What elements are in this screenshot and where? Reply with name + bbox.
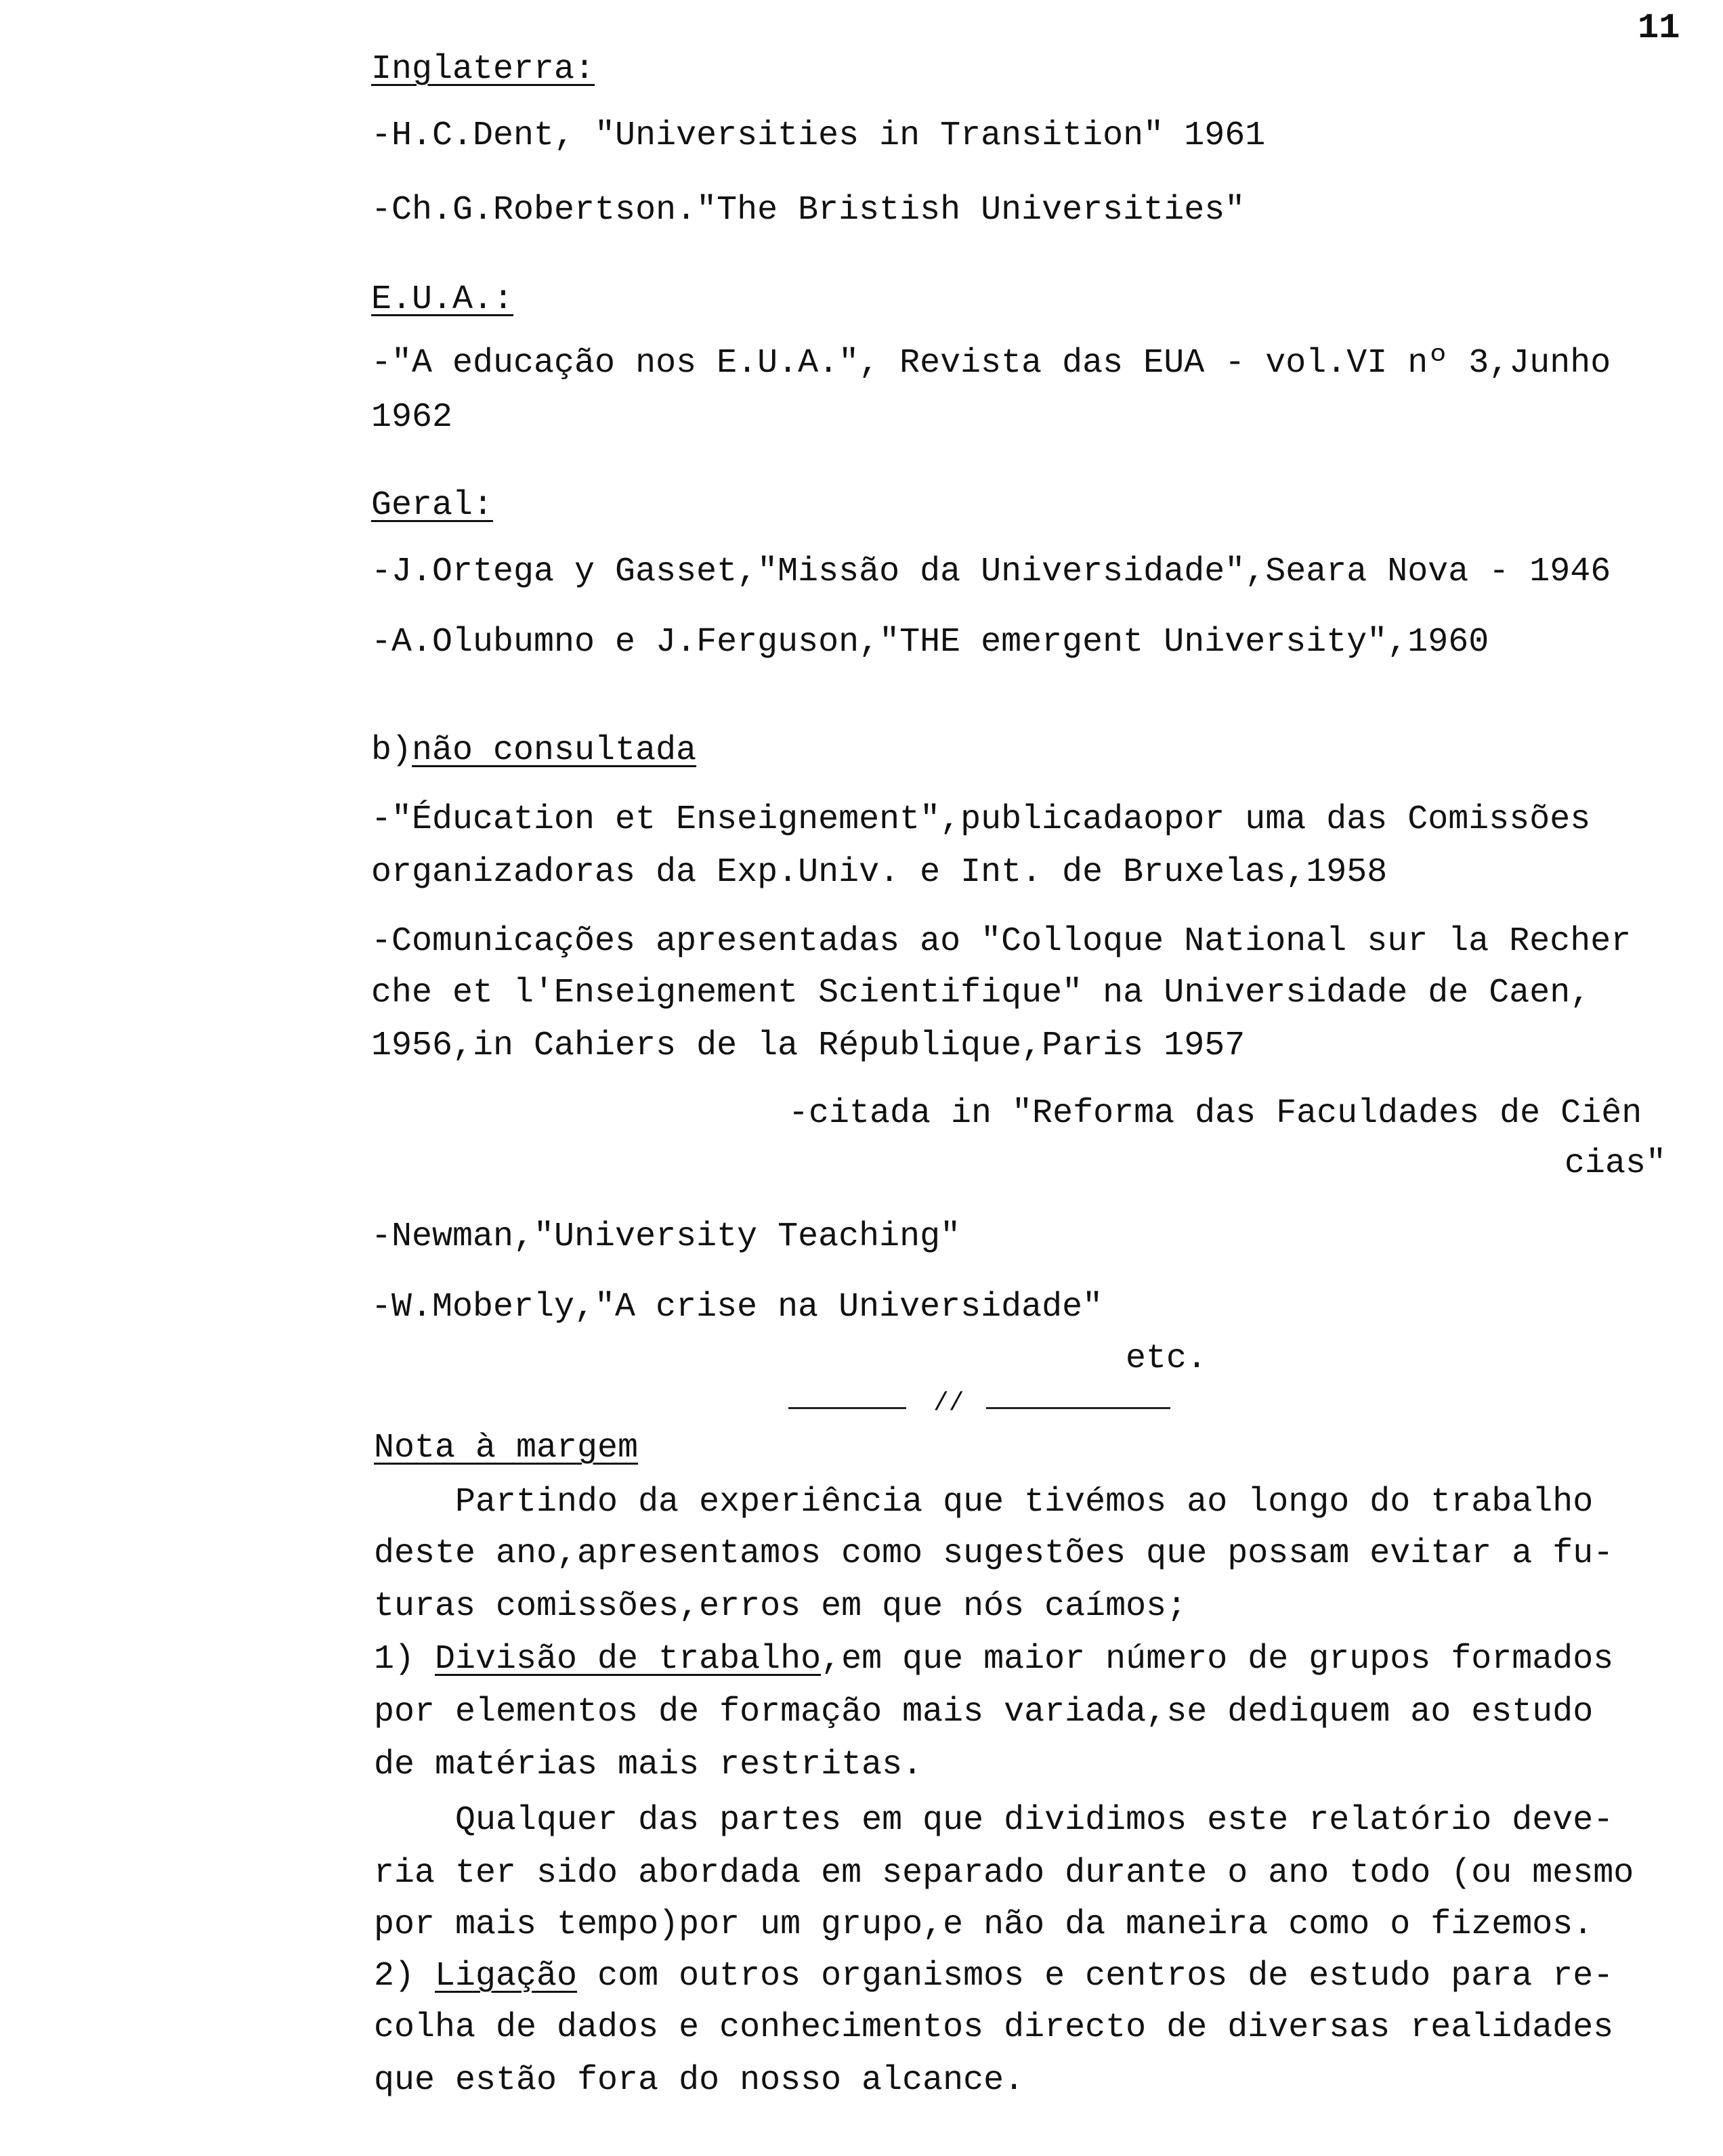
heading-nao-consultada bbox=[371, 731, 697, 770]
separator-mark: // bbox=[933, 1389, 964, 1418]
reference-newman: -Newman,"University Teaching" bbox=[371, 1217, 961, 1256]
point2-text: com outros organismos e centros de estudo para re- bbox=[577, 1957, 1614, 1996]
reference-olubumno: -A.Olubumno e J.Ferguson,"THE emergent University",1960 bbox=[371, 623, 1489, 662]
reference-colloque-line-1: -Comunicações apresentadas ao "Colloque National sur la Recher bbox=[371, 922, 1632, 961]
reference-robertson: -Ch.G.Robertson."The Bristish Universities" bbox=[371, 191, 1246, 230]
separator-right-rule bbox=[986, 1407, 1170, 1409]
nota-para2-line-3: por mais tempo)por um grupo,e não da maneira como o fizemos. bbox=[374, 1905, 1594, 1944]
nota-para1-line-3: turas comissões,erros em que nós caímos; bbox=[374, 1587, 1187, 1626]
reference-moberly: -W.Moberly,"A crise na Universidade" bbox=[371, 1288, 1103, 1327]
point2-label: Ligação bbox=[435, 1957, 578, 1996]
nota-para1-line-2: deste ano,apresentamos como sugestões que possam evitar a fu- bbox=[374, 1534, 1614, 1573]
reference-ortega: -J.Ortega y Gasset,"Missão da Universidade",Seara Nova - 1946 bbox=[371, 553, 1611, 591]
reference-dent: -H.C.Dent, "Universities in Transition" 1961 bbox=[371, 116, 1266, 155]
point1-prefix: 1) bbox=[374, 1640, 435, 1679]
section-prefix: b) bbox=[371, 731, 412, 770]
point1-label: Divisão de trabalho bbox=[435, 1640, 822, 1679]
point1-text: ,em que maior número de grupos formados bbox=[821, 1640, 1614, 1679]
nota-point1-line-2: por elementos de formação mais variada,se dediquem ao estudo bbox=[374, 1693, 1594, 1731]
nota-para2-line-1: Qualquer das partes em que dividimos este relatório deve- bbox=[374, 1801, 1614, 1840]
reference-eua-line-1: -"A educação nos E.U.A.", Revista das EUA - vol.VI nº 3,Junho bbox=[371, 344, 1611, 383]
section-title: não consultada bbox=[412, 731, 697, 770]
citation-line-2: cias" bbox=[1565, 1144, 1667, 1183]
heading-eua: E.U.A.: bbox=[371, 280, 514, 319]
heading-nota-margem: Nota à margem bbox=[374, 1429, 639, 1467]
nota-para2-line-2: ria ter sido abordada em separado durante o ano todo (ou mesmo bbox=[374, 1854, 1634, 1893]
nota-point1-line-3: de matérias mais restritas. bbox=[374, 1746, 923, 1784]
reference-colloque-line-2: che et l'Enseignement Scientifique" na Universidade de Caen, bbox=[371, 974, 1591, 1012]
point2-prefix: 2) bbox=[374, 1957, 435, 1996]
reference-education-line-1: -"Éducation et Enseignement",publicadaopor uma das Comissões bbox=[371, 800, 1591, 839]
nota-point2-line-3: que estão fora do nosso alcance. bbox=[374, 2061, 1025, 2100]
nota-para1-line-1: Partindo da experiência que tivémos ao longo do trabalho bbox=[374, 1483, 1594, 1522]
nota-point1-line-1 bbox=[374, 1640, 1614, 1679]
reference-colloque-line-3: 1956,in Cahiers de la République,Paris 1957 bbox=[371, 1027, 1246, 1065]
etc-text: etc. bbox=[1126, 1339, 1208, 1378]
reference-education-line-2: organizadoras da Exp.Univ. e Int. de Bruxelas,1958 bbox=[371, 853, 1388, 892]
separator-left-rule bbox=[788, 1407, 906, 1409]
page-number: 11 bbox=[1638, 8, 1680, 48]
nota-point2-line-1 bbox=[374, 1957, 1614, 1996]
nota-point2-line-2: colha de dados e conhecimentos directo de diversas realidades bbox=[374, 2008, 1614, 2047]
heading-geral: Geral: bbox=[371, 486, 494, 525]
reference-eua-line-2: 1962 bbox=[371, 398, 453, 437]
citation-line-1: -citada in "Reforma das Faculdades de Ciên bbox=[788, 1094, 1642, 1133]
heading-inglaterra: Inglaterra: bbox=[371, 50, 595, 89]
